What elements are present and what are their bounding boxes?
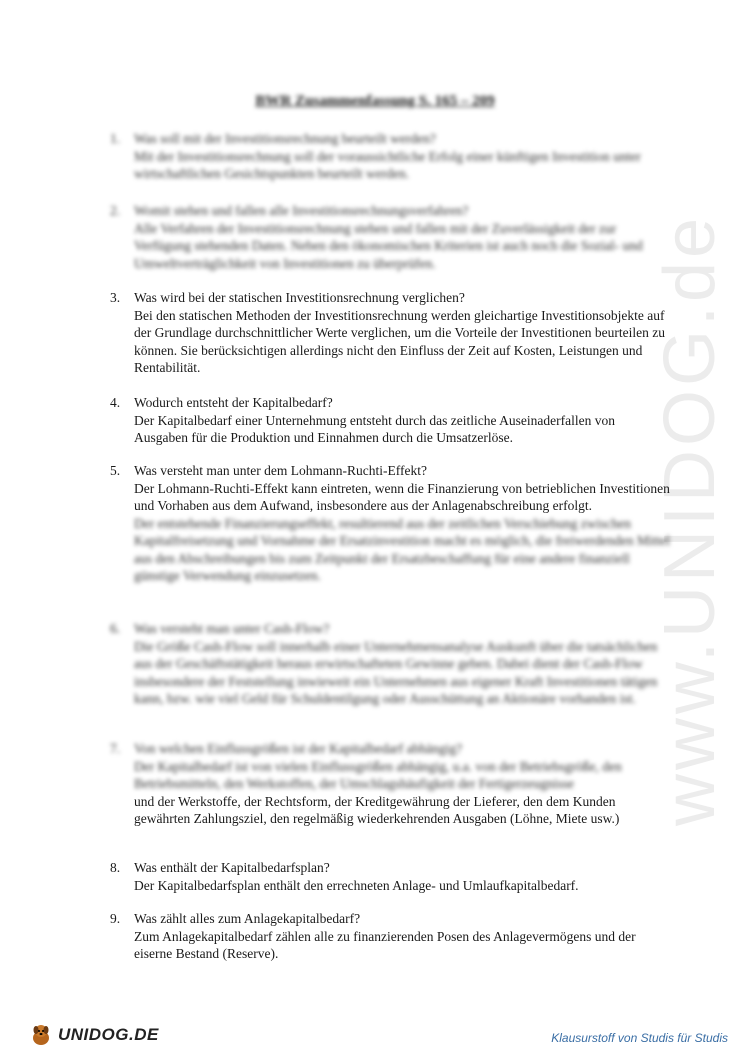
question-number: 1.: [110, 131, 121, 146]
dog-icon: [28, 1022, 54, 1048]
question-2: [110, 202, 670, 272]
question-number: 8.: [110, 860, 121, 875]
question-9: [110, 910, 670, 963]
answer-text: Alle Verfahren der Investitionsrechnung stehen und fallen mit der Zuverlässigkeit der zur Verfügung stehenden Daten. Neben den ökonomischen Kriterien ist auch noch die Sozial- und Umweltverträglichkeit von Investitionen zu überprüfen.: [134, 220, 643, 271]
answer-continuation: Der entstehende Finanzierungseffekt, resultierend aus der zeitlichen Verschiebung zwischen Kapitalfreisetzung und Vornahme der Ersatzinvestition macht es möglich, die freiwerdenden Mittel aus den Abschreibungen bis zum Zeitpunkt der Ersatzbeschaffung für eine andere finanziell günstige Verwendung einzusetzen.: [134, 515, 670, 583]
answer-text: Bei den statischen Methoden der Investitionsrechnung werden gleichartige Investitionsobjekte auf der Grundlage durchschnittlicher Werte verglichen, um die Vorteile der Investitionen beurteilen zu können. Sie berücksichtigen allerdings nicht den Einfluss der Zeit auf Kosten, Leistungen und Rentabilität.: [134, 307, 665, 375]
answer-text: Die Größe Cash-Flow soll innerhalb einer Unternehmensanalyse Auskunft über die tatsächlichen aus der Geschäftstätigkeit heraus erwirtschafteten Gewinne geben. Dabei dient der Cash-Flow insbesondere der Feststellung inwieweit ein Unternehmen aus eigener Kraft Investitionen tätigen kann, bzw. wie viel Geld für Schuldentilgung oder Ausschüttung an Aktionäre vorhanden ist.: [134, 638, 658, 706]
page-title: BWR Zusammenfassung S. 165 – 209: [255, 93, 495, 109]
question-7: [110, 740, 670, 828]
answer-continuation: und der Werkstoffe, der Rechtsform, der Kreditgewährung der Lieferer, den dem Kunden gewährten Zahlungsziel, den regelmäßig wiederkehrenden Ausgaben (Löhne, Miete usw.): [134, 793, 620, 826]
question-number: 4.: [110, 395, 121, 410]
question-text: Wodurch entsteht der Kapitalbedarf?: [134, 395, 333, 410]
logo-text: UNIDOG.DE: [58, 1025, 159, 1044]
question-text: Was zählt alles zum Anlagekapitalbedarf?: [134, 911, 361, 926]
answer-text: Der Kapitalbedarf ist von vielen Einflussgrößen abhängig, u.a. von der Betriebsgröße, den Betriebsmitteln, den Werkstoffen, der Umschlagshäufigkeit der Fertigerzeugnisse: [134, 758, 622, 791]
question-number: 7.: [110, 741, 121, 756]
question-text: Was soll mit der Investitionsrechnung beurteilt werden?: [134, 131, 436, 146]
answer-text: Zum Anlagekapitalbedarf zählen alle zu finanzierenden Posen des Anlagevermögens und der eiserne Bestand (Reserve).: [134, 928, 636, 961]
question-text: Was wird bei der statischen Investitionsrechnung verglichen?: [134, 290, 465, 305]
question-6: [110, 620, 670, 708]
question-text: Was enthält der Kapitalbedarfsplan?: [134, 860, 330, 875]
question-3: [110, 289, 670, 377]
question-number: 3.: [110, 290, 121, 305]
question-4: [110, 394, 670, 447]
question-number: 2.: [110, 203, 121, 218]
question-5: [110, 462, 670, 585]
answer-text: Der Lohmann-Ruchti-Effekt kann eintreten, wenn die Finanzierung von betrieblichen Investitionen und Vorhaben aus dem Aufwand, insbesondere aus der Anlagenabschreibung erfolgt.: [134, 480, 670, 513]
question-1: [110, 130, 670, 183]
question-number: 9.: [110, 911, 121, 926]
watermark: www.UNIDOG.de: [650, 213, 730, 827]
question-8: [110, 859, 670, 894]
question-text: Von welchen Einflussgrößen ist der Kapitalbedarf abhängig?: [134, 741, 463, 756]
question-number: 6.: [110, 621, 121, 636]
answer-text: Mit der Investitionsrechnung soll der voraussichtliche Erfolg einer künftigen Investition unter wirtschaftlichen Gesichtspunkten beurteilt werden.: [134, 148, 641, 181]
answer-text: Der Kapitalbedarf einer Unternehmung entsteht durch das zeitliche Auseinaderfallen von Ausgaben für die Produktion und Einnahmen durch die Umsatzerlöse.: [134, 412, 615, 445]
answer-text: Der Kapitalbedarfsplan enthält den errechneten Anlage- und Umlaufkapitalbedarf.: [134, 877, 579, 893]
footer-tagline: Klausurstoff von Studis für Studis: [551, 1031, 728, 1045]
question-text: Was versteht man unter dem Lohmann-Ruchti-Effekt?: [134, 463, 427, 478]
question-text: Was versteht man unter Cash-Flow?: [134, 621, 330, 636]
unidog-logo[interactable]: [28, 1022, 159, 1048]
question-number: 5.: [110, 463, 121, 478]
question-text: Womit stehen und fallen alle Investitionsrechnungsverfahren?: [134, 203, 469, 218]
